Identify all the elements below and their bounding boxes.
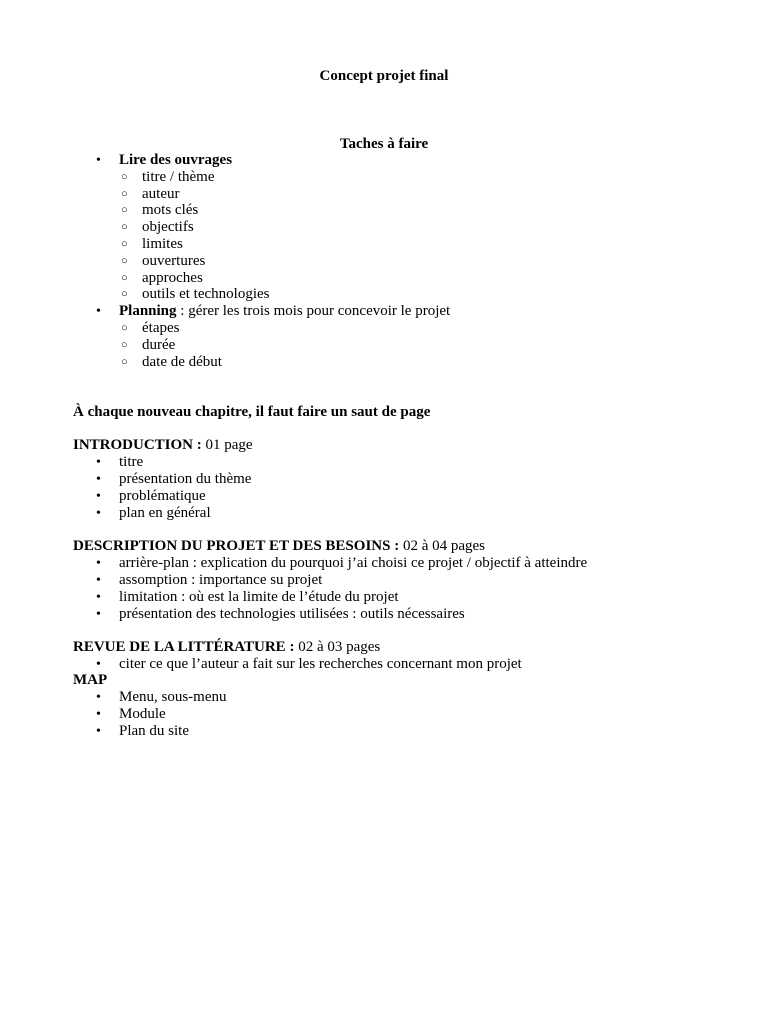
bullet-icon: • (96, 690, 101, 705)
section-heading: REVUE DE LA LITTÉRATURE : (73, 639, 295, 655)
circle-bullet-icon: ○ (121, 255, 128, 267)
section-heading-line (73, 437, 253, 454)
bullet-icon: • (96, 506, 101, 521)
bullet-icon: • (96, 455, 101, 470)
task-label: Planning (119, 303, 177, 319)
sub-item: approches (142, 270, 203, 286)
sub-item: ouvertures (142, 253, 206, 269)
list-item: Module (119, 706, 166, 722)
bullet-icon: • (96, 657, 101, 672)
task-text (119, 152, 232, 169)
section-heading-line (73, 639, 380, 656)
bullet-icon: • (96, 489, 101, 504)
list-item: titre (119, 454, 144, 470)
sub-item: durée (142, 337, 176, 353)
circle-bullet-icon: ○ (121, 272, 128, 284)
circle-bullet-icon: ○ (121, 221, 128, 233)
list-item: Plan du site (119, 723, 189, 739)
bullet-icon: • (96, 724, 101, 739)
list-item: limitation : où est la limite de l’étude du projet (119, 589, 399, 605)
task-label: Lire des ouvrages (119, 152, 233, 168)
bullet-icon: • (96, 607, 101, 622)
circle-bullet-icon: ○ (121, 288, 128, 300)
circle-bullet-icon: ○ (121, 356, 128, 368)
list-item: plan en général (119, 505, 211, 521)
section-heading: MAP (73, 672, 108, 688)
task-text (119, 303, 450, 320)
circle-bullet-icon: ○ (121, 171, 128, 183)
section-heading: INTRODUCTION : (73, 437, 202, 453)
bullet-icon: • (96, 472, 101, 487)
sub-item: limites (142, 236, 183, 252)
circle-bullet-icon: ○ (121, 322, 128, 334)
document-title: Concept projet final (319, 68, 449, 84)
bullet-icon: • (96, 707, 101, 722)
bullet-icon: • (96, 556, 101, 571)
list-item: présentation du thème (119, 471, 252, 487)
section-pages: 02 à 03 pages (294, 639, 381, 655)
circle-bullet-icon: ○ (121, 339, 128, 351)
bullet-icon: • (96, 304, 101, 319)
list-item: Menu, sous-menu (119, 689, 227, 705)
page-break-note: À chaque nouveau chapitre, il faut faire un saut de page (73, 404, 431, 420)
sub-item: date de début (142, 354, 222, 370)
task-rest: : gérer les trois mois pour concevoir le projet (176, 303, 451, 319)
section-heading-line (73, 672, 107, 689)
list-item: assomption : importance su projet (119, 572, 323, 588)
sub-item: mots clés (142, 202, 199, 218)
section-pages: 01 page (201, 437, 253, 453)
sub-item: étapes (142, 320, 180, 336)
list-item: problématique (119, 488, 206, 504)
sub-item: titre / thème (142, 169, 215, 185)
list-item: présentation des technologies utilisées : outils nécessaires (119, 606, 465, 622)
bullet-icon: • (96, 590, 101, 605)
sub-item: objectifs (142, 219, 194, 235)
section-heading: DESCRIPTION DU PROJET ET DES BESOINS : (73, 538, 400, 554)
circle-bullet-icon: ○ (121, 238, 128, 250)
sub-item: outils et technologies (142, 286, 270, 302)
circle-bullet-icon: ○ (121, 188, 128, 200)
list-item: citer ce que l’auteur a fait sur les recherches concernant mon projet (119, 656, 522, 672)
section-heading-line (73, 538, 485, 555)
bullet-icon: • (96, 573, 101, 588)
sub-item: auteur (142, 186, 180, 202)
tasks-heading: Taches à faire (339, 136, 429, 152)
circle-bullet-icon: ○ (121, 204, 128, 216)
list-item: arrière-plan : explication du pourquoi j’ai choisi ce projet / objectif à atteindre (119, 555, 588, 571)
section-pages: 02 à 04 pages (399, 538, 486, 554)
bullet-icon: • (96, 153, 101, 168)
